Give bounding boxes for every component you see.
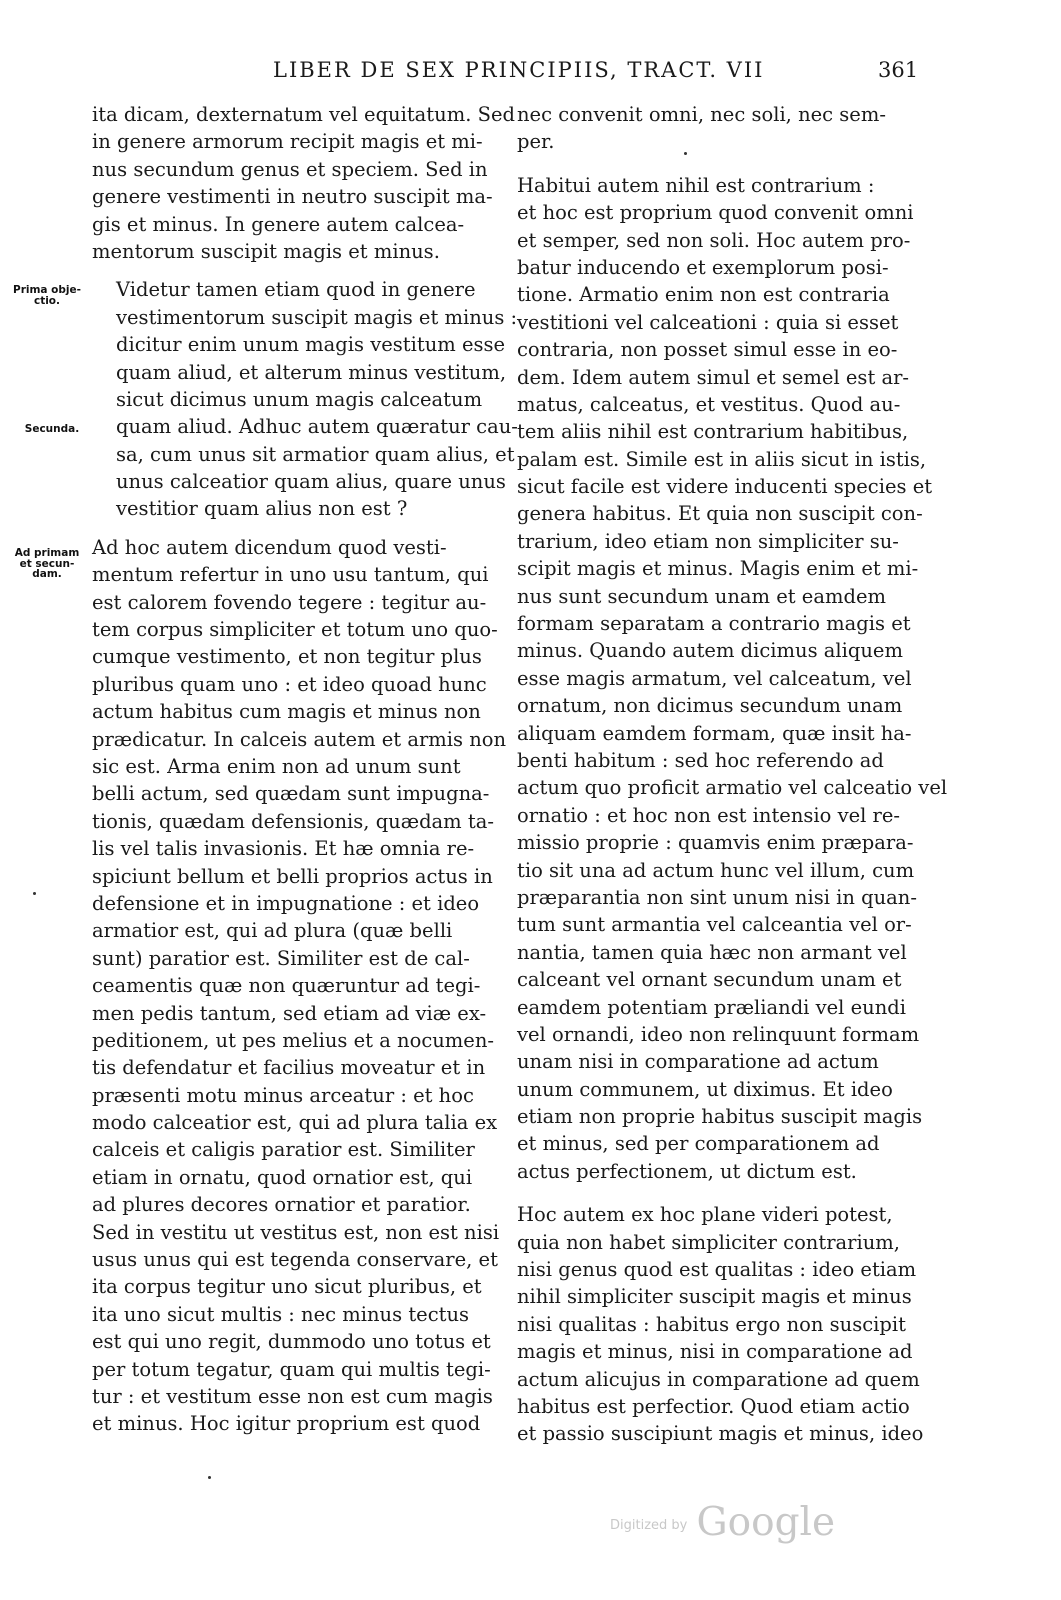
- text-line: cumque vestimento, et non tegitur plus: [92, 645, 482, 669]
- text-line: sic est. Arma enim non ad unum sunt: [92, 754, 461, 778]
- margin-note-line: Prima obje-: [13, 284, 81, 296]
- text-line: habitus est perfectior. Quod etiam actio: [517, 1394, 910, 1418]
- text-line: mentorum suscipit magis et minus.: [92, 239, 440, 263]
- text-line: nus secundum genus et speciem. Sed in: [92, 157, 488, 181]
- right-column: [517, 101, 948, 1448]
- text-line: palam est. Simile est in aliis sicut in istis,: [517, 447, 927, 471]
- text-line: actum quo proficit armatio vel calceatio vel: [517, 776, 948, 800]
- text-line: nisi qualitas : habitus ergo non suscipit: [517, 1312, 906, 1336]
- text-line: unus calceatior quam alius, quare unus: [116, 470, 506, 494]
- text-line: tem corpus simpliciter et totum uno quo-: [92, 618, 498, 642]
- text-line: dicitur enim unum magis vestitum esse: [116, 333, 506, 357]
- stray-mark: [684, 152, 687, 155]
- text-line: est qui uno regit, dummodo uno totus et: [92, 1330, 491, 1354]
- margin-note-line: dam.: [32, 568, 62, 580]
- text-line: sunt) paratior est. Similiter est de cal-: [92, 946, 470, 970]
- text-line: per.: [517, 130, 555, 154]
- text-line: vestimentorum suscipit magis et minus :: [116, 305, 518, 329]
- text-line: ornatum, non dicimus secundum unam: [517, 694, 903, 718]
- text-line: aliquam eamdem formam, quæ insit ha-: [517, 721, 912, 745]
- text-line: tur : et vestitum esse non est cum magis: [92, 1384, 493, 1408]
- text-line: nec convenit omni, nec soli, nec sem-: [517, 103, 886, 126]
- running-title: LIBER DE SEX PRINCIPIIS, TRACT. VII: [273, 58, 765, 82]
- text-line: magis et minus, nisi in comparatione ad: [517, 1340, 913, 1364]
- digitized-watermark: [610, 1500, 835, 1550]
- text-line: usus unus qui est tegenda conservare, et: [92, 1248, 498, 1272]
- text-line: matus, calceatus, et vestitus. Quod au-: [517, 392, 901, 416]
- margin-note-ad-primam: [4, 548, 90, 580]
- stray-mark: [33, 892, 36, 895]
- text-line: gis et minus. In genere autem calcea-: [92, 212, 465, 236]
- text-line: esse magis armatum, vel calceatum, vel: [517, 666, 912, 690]
- text-line: et semper, sed non soli. Hoc autem pro-: [517, 228, 911, 252]
- paragraph: [92, 534, 507, 1438]
- text-line: tio sit una ad actum hunc vel illum, cum: [517, 858, 915, 882]
- text-line: ita corpus tegitur uno sicut pluribus, et: [92, 1275, 482, 1299]
- text-line: vestitior quam alius non est ?: [116, 497, 408, 521]
- text-line: actum habitus cum magis et minus non: [92, 700, 481, 724]
- text-line: sa, cum unus sit armatior quam alius, et: [116, 442, 515, 466]
- margin-note-prima-objectio: [6, 285, 88, 306]
- page-number: 361: [878, 58, 919, 82]
- text-line: nus sunt secundum unam et eamdem: [517, 584, 886, 608]
- text-line: mentum refertur in uno usu tantum, qui: [92, 563, 489, 587]
- margin-note-secunda: [14, 424, 90, 435]
- paragraph: [517, 172, 948, 1185]
- text-line: in genere armorum recipit magis et mi-: [92, 130, 483, 154]
- margin-note-line: ctio.: [33, 294, 61, 307]
- text-line: ita dicam, dexternatum vel equitatum. Sed: [92, 103, 515, 126]
- text-line: prædicatur. In calceis autem et armis non: [92, 727, 507, 751]
- text-line: defensione et in impugnatione : et ideo: [92, 891, 480, 915]
- text-line: nisi genus quod est qualitas : ideo etiam: [517, 1258, 917, 1282]
- text-line: et hoc est proprium quod convenit omni: [517, 201, 914, 225]
- text-line: ornatio : et hoc non est intensio vel re-: [517, 803, 901, 827]
- text-line: nantia, tamen quia hæc non armant vel: [517, 940, 907, 964]
- text-line: calceant vel ornant secundum unam et: [517, 968, 902, 992]
- text-line: spiciunt bellum et belli proprios actus in: [92, 864, 493, 888]
- text-line: dem. Idem autem simul et semel est ar-: [517, 365, 910, 389]
- text-line: men pedis tantum, sed etiam ad viæ ex-: [92, 1001, 487, 1025]
- text-line: scipit magis et minus. Magis enim et mi-: [517, 557, 919, 581]
- text-line: quia non habet simpliciter contrarium,: [517, 1230, 900, 1254]
- text-line: benti habitum : sed hoc referendo ad: [517, 748, 884, 772]
- text-line: etiam non proprie habitus suscipit magis: [517, 1105, 923, 1129]
- margin-note-line: Ad primam: [14, 547, 80, 559]
- text-line: peditionem, ut pes melius et a nocumen-: [92, 1028, 494, 1052]
- text-line: pluribus quam uno : et ideo quoad hunc: [92, 672, 487, 696]
- text-line: nihil simpliciter suscipit magis et minus: [517, 1285, 912, 1309]
- paragraph: [92, 276, 518, 523]
- text-line: vel ornandi, ideo non relinquunt formam: [517, 1022, 920, 1046]
- text-line: trarium, ideo etiam non simpliciter su-: [517, 529, 899, 553]
- text-line: præparantia non sint unum nisi in quan-: [517, 885, 917, 909]
- text-line: et passio suscipiunt magis et minus, ideo: [517, 1422, 924, 1446]
- text-line: ad plures decores ornatior et paratior.: [92, 1193, 471, 1217]
- text-line: tum sunt armantia vel calceantia vel or-: [517, 913, 912, 937]
- text-line: calceis et caligis paratior est. Similiter: [92, 1138, 475, 1162]
- text-line: et minus. Hoc igitur proprium est quod: [92, 1412, 481, 1436]
- margin-note-line: Secunda.: [24, 423, 80, 435]
- text-line: ita uno sicut multis : nec minus tectus: [92, 1302, 470, 1326]
- text-line: batur inducendo et exemplorum posi-: [517, 255, 889, 279]
- text-line: contraria, non posset simul esse in eo-: [517, 338, 898, 362]
- text-line: tione. Armatio enim non est contraria: [517, 283, 890, 307]
- text-line: tem aliis nihil est contrarium habitibus,: [517, 420, 909, 444]
- text-line: unam nisi in comparatione ad actum: [517, 1050, 879, 1074]
- text-line: Ad hoc autem dicendum quod vesti-: [92, 535, 447, 559]
- google-logo: Google: [696, 1500, 836, 1545]
- text-line: per totum tegatur, quam qui multis tegi-: [92, 1357, 491, 1381]
- watermark-prefix: Digitized by: [610, 1518, 688, 1533]
- text-line: sicut dicimus unum magis calceatum: [116, 387, 483, 411]
- page-header: [0, 58, 1061, 88]
- text-line: belli actum, sed quædam sunt impugna-: [92, 782, 490, 806]
- text-line: etiam in ornatu, quod ornatior est, qui: [92, 1165, 473, 1189]
- stray-mark: [208, 1476, 211, 1479]
- text-line: actum alicujus in comparatione ad quem: [517, 1367, 920, 1391]
- text-line: ceamentis quæ non quæruntur ad tegi-: [92, 974, 481, 998]
- text-line: modo calceatior est, qui ad plura talia ex: [92, 1111, 498, 1135]
- text-line: genere vestimenti in neutro suscipit ma-: [92, 185, 493, 209]
- text-line: et minus, sed per comparationem ad: [517, 1132, 880, 1156]
- text-line: Hoc autem ex hoc plane videri potest,: [517, 1203, 893, 1227]
- text-line: actus perfectionem, ut dictum est.: [517, 1159, 857, 1183]
- paragraph: [517, 101, 923, 156]
- text-line: unum communem, ut diximus. Et ideo: [517, 1077, 893, 1101]
- text-line: sicut facile est videre inducenti species et: [517, 475, 933, 499]
- text-line: Habitui autem nihil est contrarium :: [517, 173, 875, 197]
- text-line: vestitioni vel calceationi : quia si esset: [517, 310, 899, 334]
- text-line: formam separatam a contrario magis et: [517, 612, 911, 636]
- text-line: est calorem fovendo tegere : tegitur au-: [92, 590, 487, 614]
- text-line: eamdem potentiam præliandi vel eundi: [517, 995, 906, 1019]
- text-line: præsenti motu minus arceatur : et hoc: [92, 1083, 474, 1107]
- text-line: genera habitus. Et quia non suscipit con-: [517, 502, 923, 526]
- left-column: [92, 101, 518, 1438]
- text-line: missio proprie : quamvis enim præpara-: [517, 831, 914, 855]
- paragraph: [92, 101, 515, 265]
- text-line: quam aliud. Adhuc autem quæratur cau-: [116, 415, 518, 439]
- text-line: tionis, quædam defensionis, quædam ta-: [92, 809, 494, 833]
- text-line: minus. Quando autem dicimus aliquem: [517, 639, 903, 663]
- text-line: tis defendatur et facilius moveatur et in: [92, 1056, 486, 1080]
- text-line: lis vel talis invasionis. Et hæ omnia re-: [92, 837, 475, 861]
- margin-note-line: et secun-: [19, 557, 75, 570]
- text-line: quam aliud, et alterum minus vestitum,: [116, 360, 507, 384]
- paragraph: [517, 1201, 923, 1448]
- text-line: Sed in vestitu ut vestitus est, non est nisi: [92, 1220, 500, 1244]
- text-line: Videtur tamen etiam quod in genere: [116, 278, 476, 302]
- text-line: armatior est, qui ad plura (quæ belli: [92, 919, 453, 943]
